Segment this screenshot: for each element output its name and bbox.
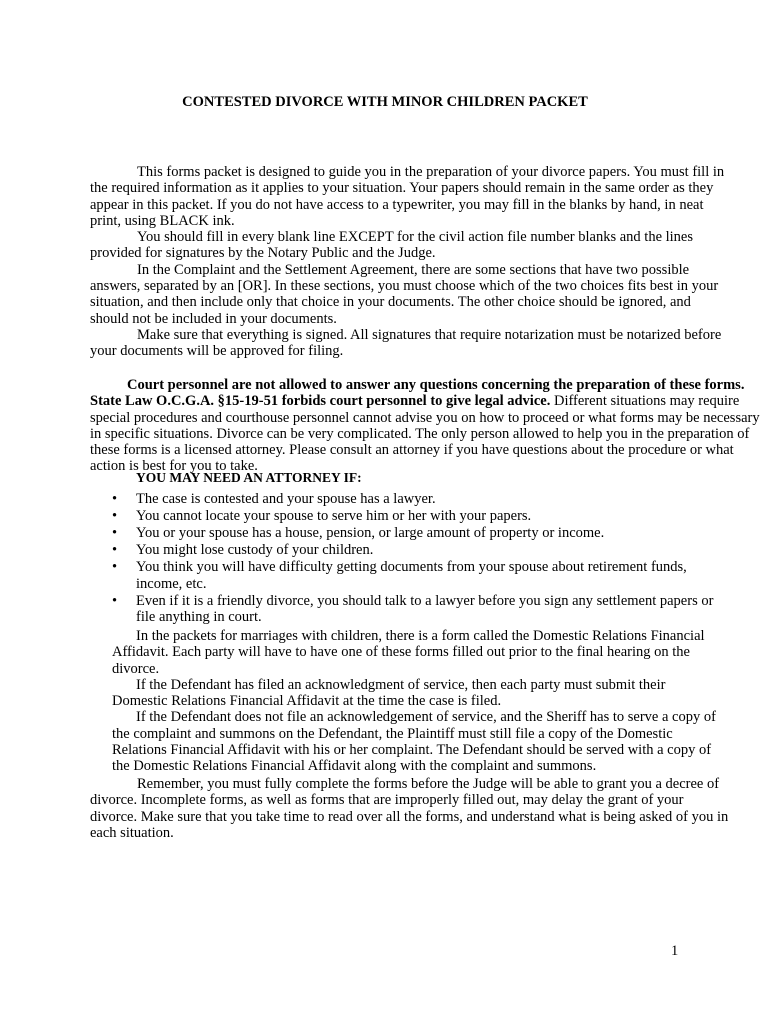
- closing-paragraph: Remember, you must fully complete the forms before the Judge will be able to grant you a decree of divorce. Incomplete forms, as well as forms that are improperly filled out, may delay the grant of your divorce. Make sure that you take time to read over all the forms, and understand what is being asked of you in each situation.: [90, 776, 729, 841]
- document-title: [0, 94, 770, 110]
- list-item: • You cannot locate your spouse to serve him or her with your papers.: [112, 508, 722, 524]
- financial-affidavit-section: [112, 628, 724, 775]
- intro-paragraph: In the Complaint and the Settlement Agreement, there are some sections that have two possible answers, separated by an [OR]. In these sections, you must choose which of the two choices fits best in your situation, and then include only that choice in your documents. The other choice should be ignored, and should not be included in your documents.: [90, 261, 719, 327]
- affidavit-paragraph: In the packets for marriages with children, there is a form called the Domestic Relations Financial Affidavit. Each party will have to have one of these forms filled out prior to the final hearing on the divorce.: [112, 628, 705, 677]
- list-item: • You might lose custody of your children.: [112, 542, 722, 558]
- intro-paragraph: This forms packet is designed to guide you in the preparation of your divorce papers. You must fill in the required information as it applies to your situation. Your papers should remain in the same order as they appear in this packet. If you do not have access to a typewriter, you may fill in the blanks by hand, in neat print, using BLACK ink.: [90, 164, 725, 229]
- attorney-heading: YOU MAY NEED AN ATTORNEY IF:: [136, 470, 362, 485]
- warning-paragraph: [90, 377, 770, 475]
- attorney-bullet-list: [112, 491, 722, 626]
- warning-bold-line-2: State Law O.C.G.A. §15-19-51 forbids court personnel to give legal advice.: [90, 393, 551, 410]
- legal-advice-warning: [90, 377, 770, 475]
- title-text: CONTESTED DIVORCE WITH MINOR CHILDREN PACKET: [182, 94, 588, 110]
- page-number: 1: [671, 943, 679, 959]
- affidavit-paragraph: If the Defendant does not file an acknowledgement of service, and the Sheriff has to serve a copy of the complaint and summons on the Defendant, the Plaintiff must still file a copy of the Domestic Relations Financial Affidavit with his or her complaint. The Defendant should be served with a copy of the Domestic Relations Financial Affidavit along with the complaint and summons.: [112, 709, 716, 775]
- closing-section: [90, 776, 730, 841]
- list-item: • Even if it is a friendly divorce, you should talk to a lawyer before you sign any settlement papers or file anything in court.: [112, 593, 722, 626]
- affidavit-paragraph: If the Defendant has filed an acknowledgment of service, then each party must submit their Domestic Relations Financial Affidavit at the time the case is filed.: [112, 676, 666, 710]
- intro-paragraph: Make sure that everything is signed. All signatures that require notarization must be notarized before your documents will be approved for filing.: [90, 326, 722, 360]
- list-item: • You or your spouse has a house, pension, or large amount of property or income.: [112, 525, 722, 541]
- warning-text: Different situations may require special procedures and courthouse personnel cannot advise you on how to proceed or what forms may be necessary in specific situations. Divorce can be very complicated. The only person allowed to help you in the preparation of these forms is a licensed attorney. Please consult an attorney if you have questions about the procedure or what action is best for you to take.: [90, 393, 760, 475]
- intro-paragraph: You should fill in every blank line EXCEPT for the civil action file number blanks and the lines provided for signatures by the Notary Public and the Judge.: [90, 229, 694, 262]
- list-item: • You think you will have difficulty getting documents from your spouse about retirement funds, income, etc.: [112, 559, 722, 592]
- list-item: • The case is contested and your spouse has a lawyer.: [112, 491, 722, 507]
- intro-section: [90, 164, 730, 360]
- warning-bold-line-1: Court personnel are not allowed to answer any questions concerning the preparation of these forms.: [127, 377, 745, 393]
